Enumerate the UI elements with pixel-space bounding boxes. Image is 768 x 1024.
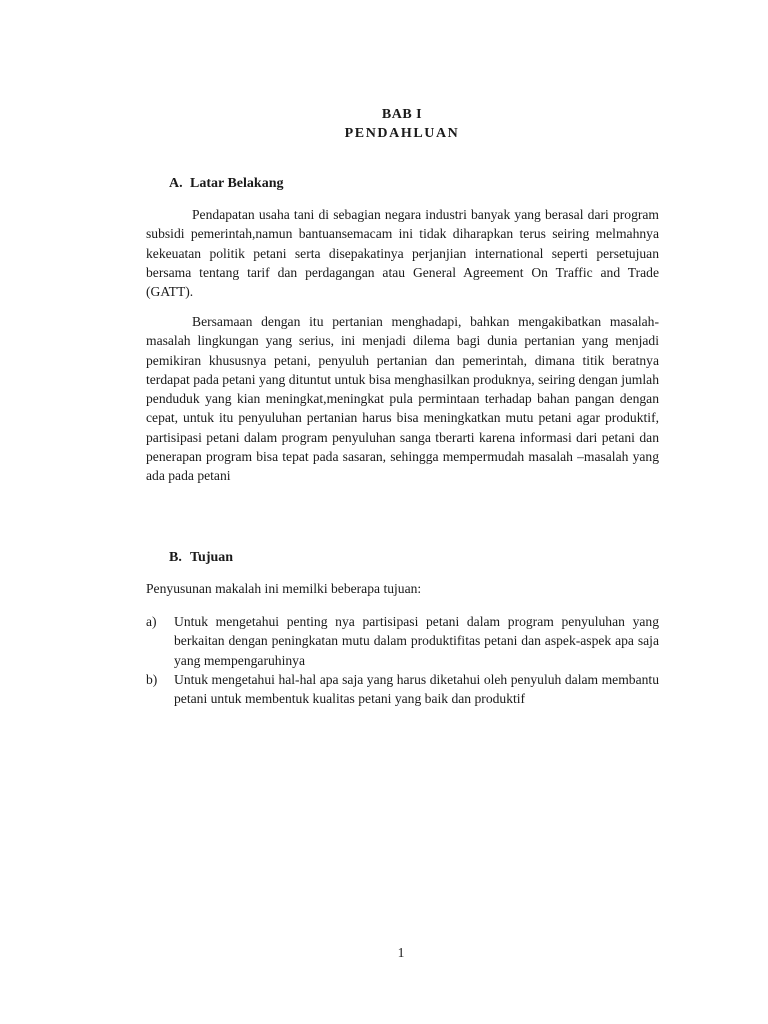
list-item-text: Untuk mengetahui penting nya partisipasi petani dalam program penyuluhan yang berkaitan dengan peningkatan mutu dalam produktifitas petani dan aspek-aspek apa saja yang mempengaruhinya bbox=[174, 614, 659, 668]
section-title: Tujuan bbox=[190, 550, 234, 565]
paragraph-pendapatan: Pendapatan usaha tani di sebagian negara industri banyak yang berasal dari program subsidi pemerintah,namun bantuansemacam ini tidak diharapkan terus seiring melmahnya kekeuatan politik petani serta disepakatinya perjanjian international seperti persetujuan bersama tentang tarif dan perdagangan atau General Agreement On Traffic and Trade (GATT). bbox=[146, 207, 659, 300]
chapter-number: BAB I bbox=[381, 107, 423, 122]
chapter-header bbox=[146, 105, 658, 143]
page-number: 1 bbox=[397, 945, 405, 960]
section-title: Latar Belakang bbox=[190, 176, 284, 191]
list-item bbox=[146, 670, 659, 709]
section-heading-latar-belakang bbox=[169, 174, 283, 193]
list-item bbox=[146, 612, 659, 670]
list-item-label: b) bbox=[146, 671, 158, 687]
section-marker: A. bbox=[169, 176, 183, 191]
chapter-title: PENDAHLUAN bbox=[344, 126, 460, 141]
list-item-label: a) bbox=[146, 614, 157, 629]
paragraph-bersamaan: Bersamaan dengan itu pertanian menghadapi, bahkan mengakibatkan masalah-masalah lingkungan yang serius, ini menjadi dilema bagi dunia pertanian yang menjadi pemikiran khususnya petani, penyuluh pertanian dan pemerintah, dimana titik beratnya terdapat pada petani yang dituntut untuk bisa menghasilkan produknya, seiring dengan jumlah penduduk yang kian meningkat,meningkat pula permintaan terhadap bahan pangan dengan cepat, untuk itu penyuluhan pertanian harus bisa meningkatkan mutu petani agar produktif, partisipasi petani dalam program penyuluhan sanga tberarti karena informasi dari petani dan penerapan program bisa tepat pada sasaran, sehingga mempermudah masalah –masalah yang ada pada petani bbox=[146, 314, 659, 484]
section-heading-tujuan bbox=[169, 548, 233, 567]
objectives-list bbox=[146, 612, 659, 708]
section-marker: B. bbox=[169, 550, 182, 565]
list-item-text: Untuk mengetahui hal-hal apa saja yang harus diketahui oleh penyuluh dalam membantu petani untuk membentuk kualitas petani yang baik dan produktif bbox=[174, 671, 659, 707]
paragraph-tujuan-intro: Penyusunan makalah ini memilki beberapa tujuan: bbox=[146, 581, 422, 596]
